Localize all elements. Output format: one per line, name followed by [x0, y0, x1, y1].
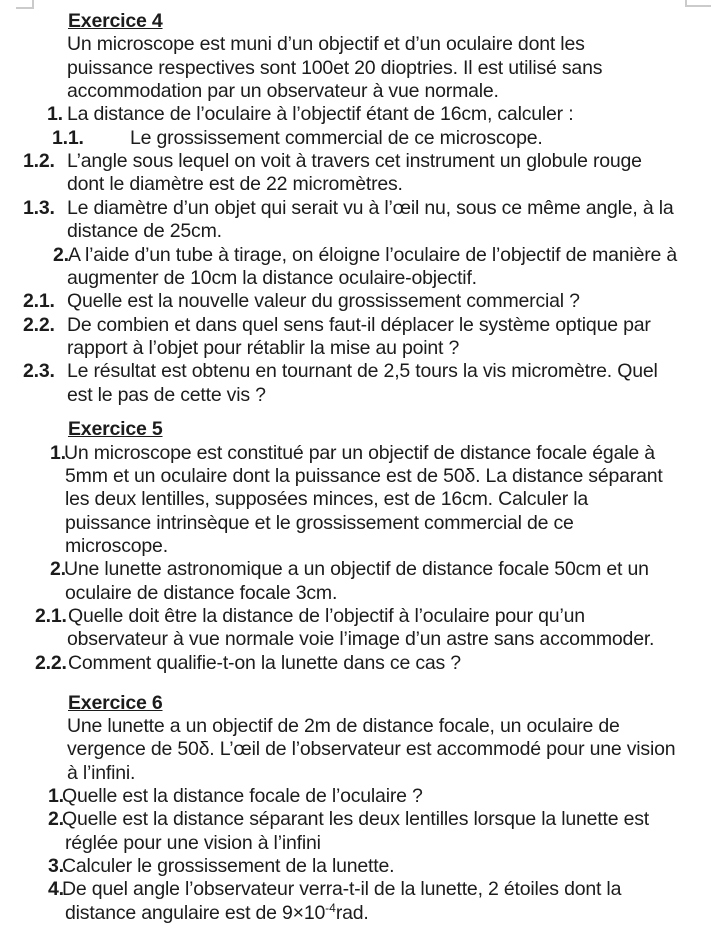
- line-text: La distance de l’oculaire à l’objectif étant de 16cm, calculer :: [67, 103, 574, 126]
- line-text: puissance intrinsèque et le grossissement commercial de ce: [65, 511, 574, 534]
- line-text: vergence de 50δ. L’œil de l’observateur est accommodé pour une vision: [67, 738, 676, 761]
- text-line: [0, 244, 720, 268]
- section-heading: Exercice 5: [68, 418, 163, 441]
- text-line: [0, 605, 720, 629]
- text-line: [0, 738, 720, 762]
- text-line: [0, 150, 720, 174]
- text-line: [0, 628, 720, 652]
- text-line: [0, 535, 720, 559]
- text-line: [0, 808, 720, 832]
- text-line: [0, 465, 720, 489]
- list-number: 1.: [47, 103, 63, 126]
- text-line: [0, 785, 720, 809]
- section-heading: Exercice 6: [68, 691, 163, 714]
- text-line: [0, 878, 720, 902]
- section-heading: Exercice 4: [68, 10, 163, 32]
- text-line: [0, 855, 720, 879]
- text-line: [0, 127, 720, 151]
- list-number: 1.2.: [23, 150, 55, 173]
- line-text: observateur à vue normale voie l’image d’un astre sans accommoder.: [67, 628, 655, 651]
- text-line: [0, 103, 720, 127]
- text-line: [0, 220, 720, 244]
- list-number: 2.1.: [23, 290, 55, 313]
- line-text-part: rad.: [335, 901, 369, 924]
- list-number: 4.: [48, 878, 64, 901]
- line-text: à l’infini.: [67, 761, 136, 784]
- line-text: Le résultat est obtenu en tournant de 2,5 tours la vis micromètre. Quel: [67, 360, 658, 383]
- line-text: rapport à l’objet pour rétablir la mise au point ?: [67, 336, 460, 359]
- text-line: [0, 558, 720, 582]
- line-text: A l’aide d’un tube à tirage, on éloigne l’oculaire de l’objectif de manière à: [68, 243, 678, 266]
- text-line: [0, 360, 720, 384]
- list-number: 1.: [48, 785, 64, 807]
- line-text: Une lunette astronomique a un objectif de distance focale 50cm et un: [64, 558, 649, 581]
- line-text: [65, 902, 369, 925]
- text-line: [0, 442, 720, 466]
- text-line: [0, 582, 720, 606]
- text-line: [0, 902, 720, 926]
- text-line: [0, 173, 720, 197]
- list-number: 2.2.: [35, 651, 67, 674]
- list-number: 2.3.: [23, 360, 55, 383]
- line-text: accommodation par un observateur à vue normale.: [67, 80, 499, 103]
- list-number: 1.1.: [52, 126, 84, 149]
- list-number: 2.1.: [35, 605, 67, 628]
- page-corner-mark-left: [16, 0, 34, 9]
- line-text: Un microscope est constitué par un objectif de distance focale égale à: [64, 441, 655, 464]
- line-text: dont le diamètre est de 22 micromètres.: [67, 173, 403, 196]
- list-number: 2.: [50, 558, 66, 581]
- line-text: est le pas de cette vis ?: [67, 383, 266, 406]
- text-line: [0, 197, 720, 221]
- line-text: oculaire de distance focale 3cm.: [65, 581, 338, 604]
- line-text: Comment qualifie-t-on la lunette dans ce cas ?: [68, 651, 461, 674]
- text-line: [0, 57, 720, 81]
- line-text-part: distance angulaire est de 9×10: [65, 901, 326, 924]
- superscript-text: -4: [325, 900, 336, 915]
- line-text: augmenter de 10cm la distance oculaire-objectif.: [67, 266, 477, 289]
- line-text: microscope.: [65, 535, 168, 558]
- line-text: Quelle est la distance focale de l’oculaire ?: [62, 785, 423, 807]
- line-text: 5mm et un oculaire dont la puissance est de 50δ. La distance séparant: [65, 465, 663, 487]
- list-number: 1.: [50, 441, 66, 464]
- line-text: Une lunette a un objectif de 2m de distance focale, un oculaire de: [67, 714, 620, 737]
- list-number: 3.: [48, 855, 64, 878]
- line-text: De combien et dans quel sens faut-il déplacer le système optique par: [67, 313, 651, 336]
- text-line: [0, 337, 720, 361]
- line-text: Quelle doit être la distance de l’objectif à l’oculaire pour qu’un: [68, 605, 585, 628]
- line-text: distance de 25cm.: [67, 220, 222, 243]
- text-line: [0, 512, 720, 536]
- line-text: les deux lentilles, supposées minces, est de 16cm. Calculer la: [65, 488, 589, 511]
- line-text: Quelle est la nouvelle valeur du grossissement commercial ?: [67, 290, 580, 313]
- line-text: Un microscope est muni d’un objectif et d’un oculaire dont les: [67, 33, 585, 56]
- list-number: 2.2.: [23, 313, 55, 336]
- line-text: Le diamètre d’un objet qui serait vu à l’œil nu, sous ce même angle, à la: [67, 196, 674, 219]
- text-line: [0, 33, 720, 57]
- line-text: De quel angle l’observateur verra-t-il de la lunette, 2 étoiles dont la: [62, 878, 622, 901]
- text-line: [0, 762, 720, 786]
- list-number: 2.: [48, 808, 64, 831]
- line-text: Calculer le grossissement de la lunette.: [62, 855, 395, 878]
- text-line: [0, 652, 720, 676]
- text-line: [0, 832, 720, 856]
- text-line: [0, 290, 720, 314]
- text-line: [0, 267, 720, 291]
- text-line: [0, 384, 720, 408]
- text-line: [0, 314, 720, 338]
- line-text: Le grossissement commercial de ce microscope.: [130, 126, 543, 149]
- list-number: 1.3.: [23, 196, 55, 219]
- line-text: puissance respectives sont 100et 20 dioptries. Il est utilisé sans: [67, 56, 603, 79]
- text-line: [0, 715, 720, 739]
- line-text: L’angle sous lequel on voit à travers cet instrument un globule rouge: [67, 150, 642, 173]
- page-corner-mark-right: [685, 0, 711, 7]
- text-line: [0, 80, 720, 104]
- text-line: [0, 488, 720, 512]
- list-number: 2.: [53, 243, 69, 266]
- line-text: réglée pour une vision à l’infini: [65, 831, 321, 854]
- line-text: Quelle est la distance séparant les deux lentilles lorsque la lunette est: [62, 808, 650, 831]
